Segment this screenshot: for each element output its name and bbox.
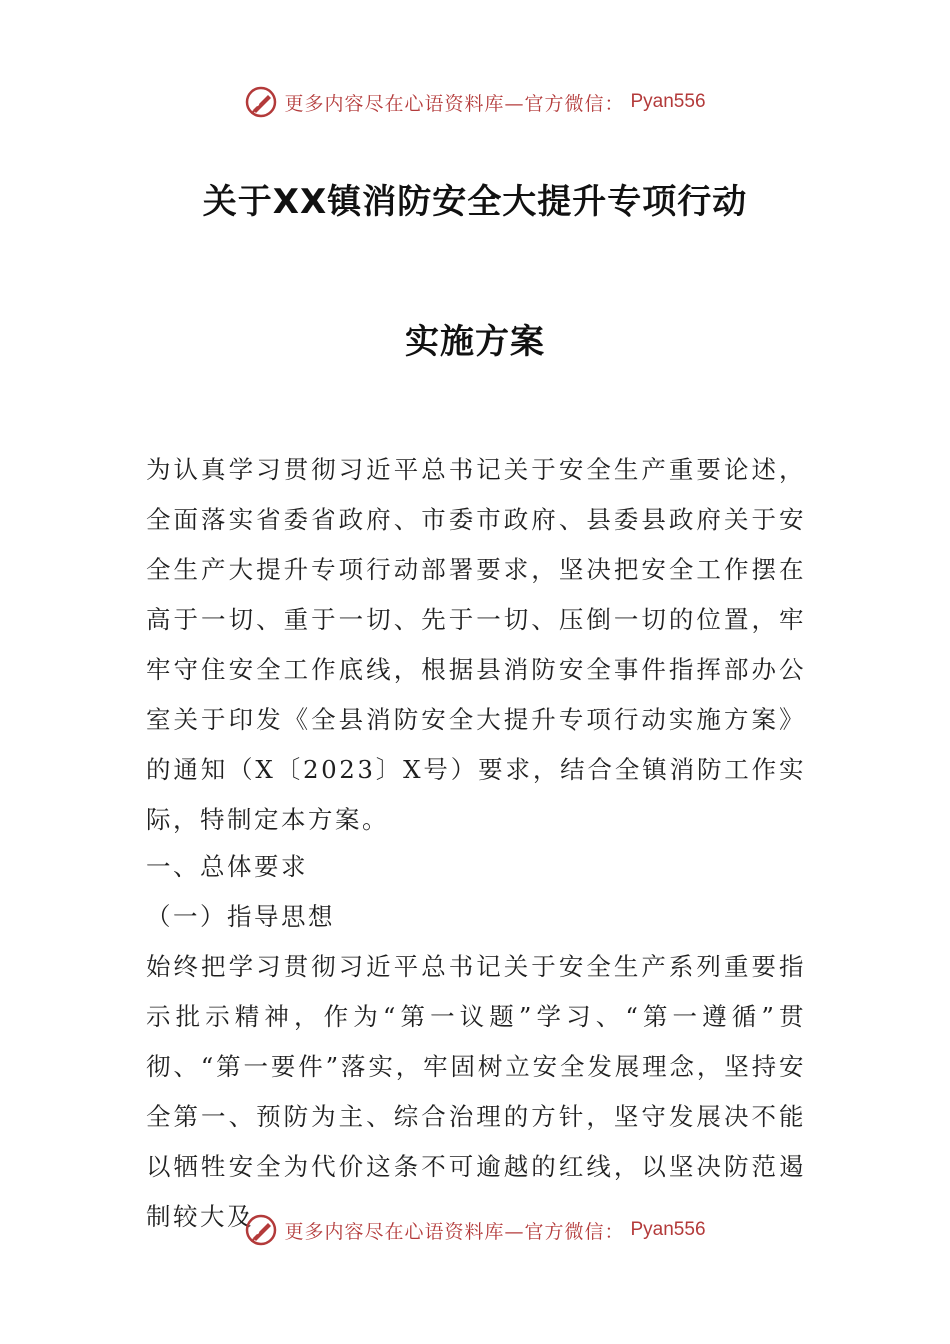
header-watermark-banner [0,82,950,122]
guiding-ideology-paragraph: 始终把学习贯彻习近平总书记关于安全生产系列重要指示批示精神，作为“第一议题”学习、“第一遵循”贯彻、“第一要件”落实，牢固树立安全发展理念，坚持安全第一、预防为主、综合治理的方针，坚守发展决不能以牺牲安全为代价这条不可逾越的红线，以坚决防范遏制较大及 [146,952,806,1231]
footer-watermark-banner [0,1210,950,1250]
banner-text: 更多内容尽在心语资料库—官方微信： [284,92,625,115]
banner-wechat-id: Pyan556 [630,91,706,112]
section-heading-general-requirements: 一、总体要求 [146,852,308,881]
document-title-line-1: 关于XX镇消防安全大提升专项行动 [202,182,748,222]
subsection-heading-guiding-ideology: （一）指导思想 [146,902,335,931]
banner-wechat-id: Pyan556 [630,1219,706,1240]
pen-logo-icon [244,1213,278,1247]
pen-logo-icon [244,85,278,119]
banner-text: 更多内容尽在心语资料库—官方微信： [284,1220,625,1243]
intro-paragraph: 为认真学习贯彻习近平总书记关于安全生产重要论述，全面落实省委省政府、市委市政府、县委县政府关于安全生产大提升专项行动部署要求，坚决把安全工作摆在高于一切、重于一切、先于一切、压倒一切的位置，牢牢守住安全工作底线，根据县消防安全事件指挥部办公室关于印发《全县消防安全大提升专项行动实施方案》的通知（X〔2023〕X号）要求，结合全镇消防工作实际，特制定本方案。 [146,455,806,834]
document-title-line-2: 实施方案 [405,322,545,362]
